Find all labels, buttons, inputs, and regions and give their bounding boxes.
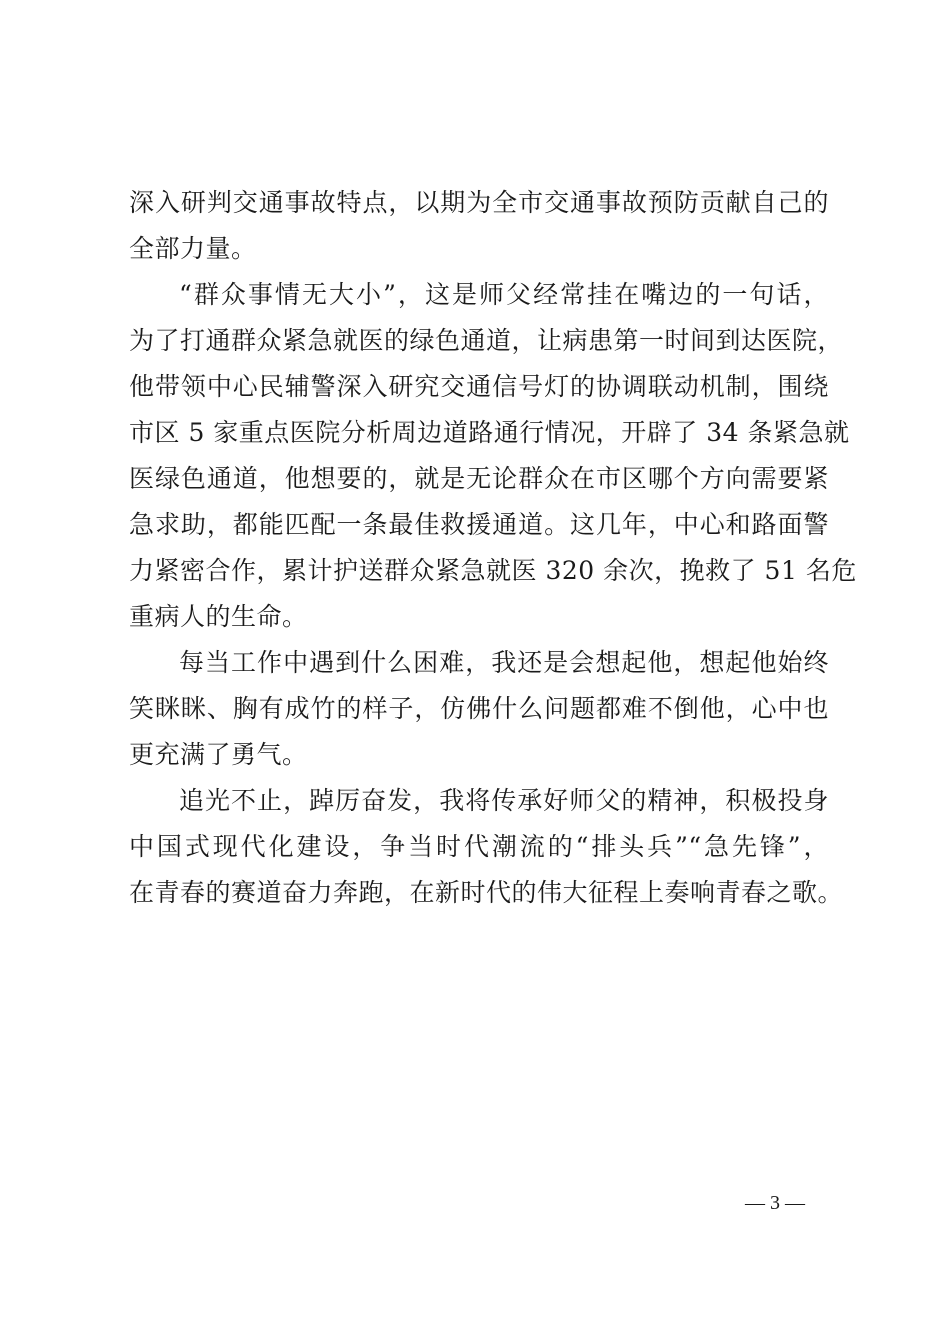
paragraph-4 [129,778,844,916]
text-line: 重病人的生命。 [129,602,308,631]
text-line: 全部力量。 [129,234,257,263]
body-text [129,180,857,916]
text-line: 为了打通群众紧急就医的绿色通道，让病患第一时间到达医院， [129,326,844,355]
text-line: 他带领中心民辅警深入研究交通信号灯的协调联动机制，围绕 [129,372,829,401]
text-line: 追光不止，踔厉奋发，我将传承好师父的精神，积极投身 [179,786,829,815]
text-line: 急求助，都能匹配一条最佳救援通道。这几年，中心和路面警 [129,510,829,539]
text-line: 医绿色通道，他想要的，就是无论群众在市区哪个方向需要紧 [129,464,829,493]
text-line: 每当工作中遇到什么困难，我还是会想起他，想起他始终 [179,648,829,677]
text-line: 更充满了勇气。 [129,740,308,769]
text-line: 笑眯眯、胸有成竹的样子，仿佛什么问题都难不倒他，心中也 [129,694,829,723]
paragraph-2 [129,272,857,640]
paragraph-3 [129,640,829,778]
text-line: 在青春的赛道奋力奔跑，在新时代的伟大征程上奏响青春之歌。 [129,878,844,907]
text-line: 力紧密合作，累计护送群众紧急就医 320 余次，挽救了 51 名危 [129,556,857,585]
paragraph-1 [129,180,829,272]
text-line: 中国式现代化建设，争当时代潮流的“排头兵”“急先锋”， [129,832,829,861]
text-line: “群众事情无大小”，这是师父经常挂在嘴边的一句话， [179,280,829,309]
text-line: 市区 5 家重点医院分析周边道路通行情况，开辟了 34 条紧急就 [129,418,850,447]
text-line: 深入研判交通事故特点，以期为全市交通事故预防贡献自己的 [129,188,829,217]
page-number: — 3 — [745,1192,805,1214]
